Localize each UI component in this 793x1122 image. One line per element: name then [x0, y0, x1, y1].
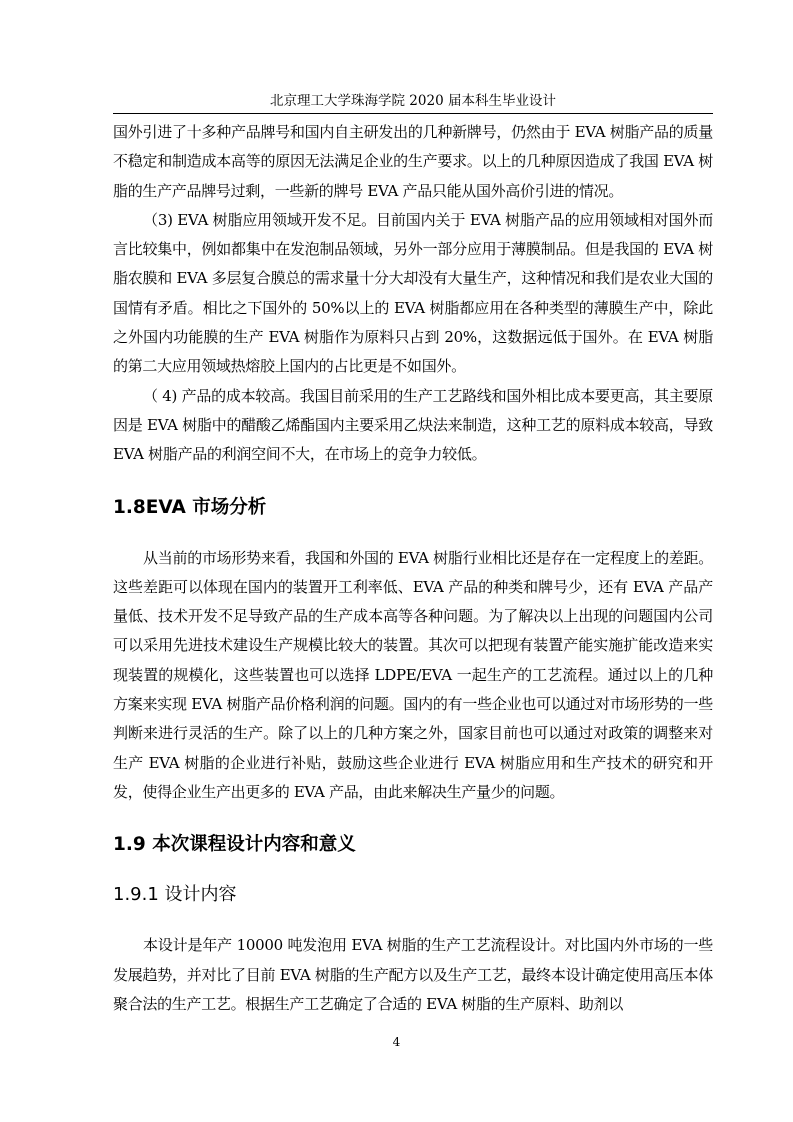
running-header: 北京理工大学珠海学院 2020 届本科生毕业设计 — [270, 93, 556, 109]
paragraph-design-content: 本设计是年产 10000 吨发泡用 EVA 树脂的生产工艺流程设计。对比国内外市场的一些发展趋势，并对比了目前 EVA 树脂的生产配方以及生产工艺，最终本设计确定使用高压本体聚合法的生产工艺。根据生产工艺确定了合适的 EVA 树脂的生产原料、助剂以 — [113, 936, 713, 1013]
section-heading-1-8: 1.8EVA 市场分析 — [113, 496, 267, 518]
paragraph-market-analysis: 从当前的市场形势来看，我国和外国的 EVA 树脂行业相比还是存在一定程度上的差距。这些差距可以体现在国内的装置开工利率低、EVA 产品的种类和牌号少，还有 EVA 产品产量低、技术开发不足导致产品的生产成本高等各种问题。为了解决以上出现的问题国内公司可以采用先进技术建设生产规模比较大的装置。其次可以把现有装置产能实施扩能改造来实现装置的规模化，这些装置也可以选择 LDPE/EVA 一起生产的工艺流程。通过以上的几种方案来实现 EVA 树脂产品价格利润的问题。国内的有一些企业也可以通过对市场形势的一些判断来进行灵活的生产。除了以上的几种方案之外，国家目前也可以通过对政策的调整来对生产 EVA 树脂的企业进行补贴，鼓励这些企业进行 EVA 树脂应用和生产技术的研究和开发，使得企业生产出更多的 EVA 产品，由此来解决生产量少的问题。 — [113, 548, 713, 801]
subsection-heading-1-9-1: 1.9.1 设计内容 — [113, 884, 237, 906]
header-divider — [113, 113, 713, 114]
page-body — [113, 118, 718, 1019]
section-heading-1-9: 1.9 本次课程设计内容和意义 — [113, 834, 356, 856]
paragraph-point-4: （ 4) 产品的成本较高。我国目前采用的生产工艺路线和国外相比成本要更高，其主要原因是 EVA 树脂中的醋酸乙烯酯国内主要采用乙炔法来制造，这种工艺的原料成本较高，导致 EVA 树脂产品的利润空间不大，在市场上的竞争力较低。 — [113, 386, 718, 464]
page-number: 4 — [392, 1035, 401, 1049]
paragraph-continued: 国外引进了十多种产品牌号和国内自主研发出的几种新牌号，仍然由于 EVA 树脂产品的质量不稳定和制造成本高等的原因无法满足企业的生产要求。以上的几种原因造成了我国 EVA 树脂的生产产品牌号过剩，一些新的牌号 EVA 产品只能从国外高价引进的情况。 — [113, 123, 713, 200]
paragraph-point-3: （3) EVA 树脂应用领域开发不足。目前国内关于 EVA 树脂产品的应用领域相对国外而言比较集中，例如都集中在发泡制品领域，另外一部分应用于薄膜制品。但是我国的 EVA 树脂农膜和 EVA 多层复合膜总的需求量十分大却没有大量生产，这种情况和我们是农业大国的国情有矛盾。相比之下国外的 50%以上的 EVA 树脂都应用在各种类型的薄膜生产中，除此之外国内功能膜的生产 EVA 树脂作为原料只占到 20%，这数据远低于国外。在 EVA 树脂的第二大应用领域热熔胶上国内的占比更是不如国外。 — [113, 210, 713, 376]
